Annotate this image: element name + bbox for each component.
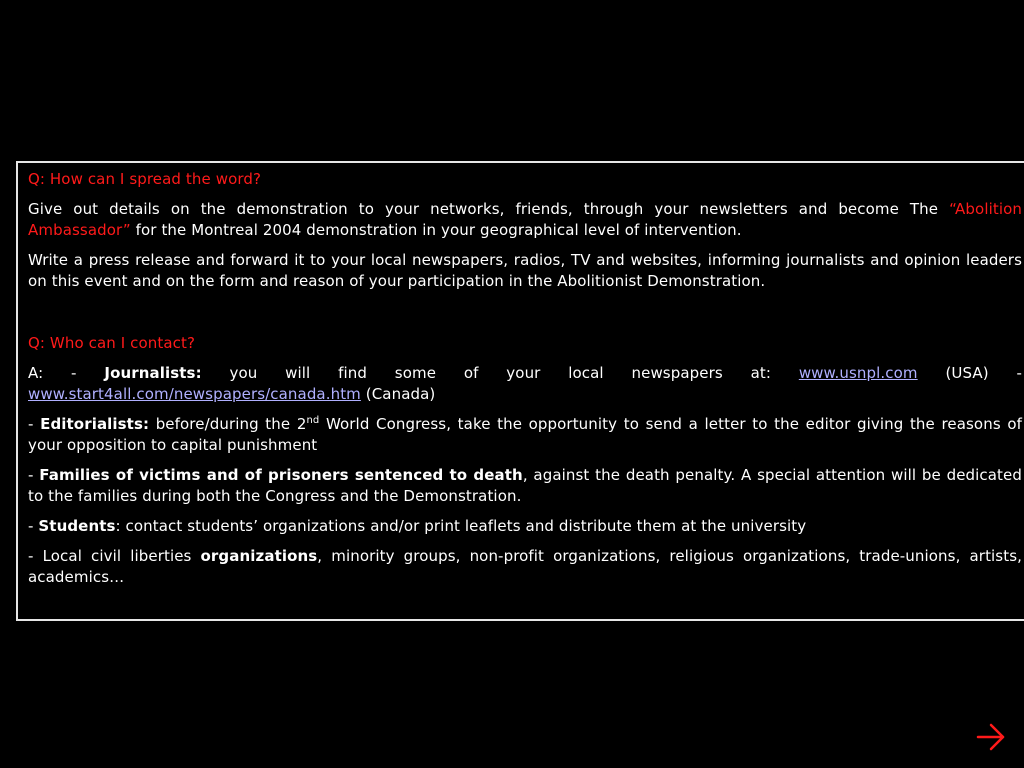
organizations-label: organizations (200, 547, 318, 565)
link-start4all[interactable]: www.start4all.com/newspapers/canada.htm (28, 385, 361, 403)
editorialists-label: Editorialists: (40, 415, 150, 433)
families-label: Families of victims and of prisoners sentenced to death (39, 466, 523, 484)
families-text: , against the death penalty. A special attention will be dedicated to the families during both the Congress and the Demonstration. (28, 466, 1022, 505)
students-label: Students (38, 517, 116, 535)
paragraph-press-release: Write a press release and forward it to your local newspapers, radios, TV and websites, informing journalists and opinion leaders on this event and on the form and reason of your participation in the Abolitionist Demonstration. (28, 251, 1022, 290)
question-who-contact: Q: Who can I contact? (28, 334, 196, 352)
ambassador-text-start: Give out details on the demonstration to your networks, friends, through your newsletters and become The (28, 200, 950, 218)
link-usnpl[interactable]: www.usnpl.com (798, 364, 918, 382)
content-box (16, 161, 1024, 621)
organizations-prefix: - Local civil liberties (28, 547, 201, 565)
question-spread-word: Q: How can I spread the word? (28, 170, 262, 188)
paragraph-ambassador (28, 199, 1022, 241)
ordinal-suffix: nd (306, 415, 320, 426)
canada-suffix: (Canada) (360, 385, 436, 403)
editorialists-text-end: World Congress, take the opportunity to send a letter to the editor giving the reasons of your opposition to capital punishment (28, 415, 1022, 454)
usa-suffix: (USA) - (917, 364, 1023, 382)
students-text: : contact students’ organizations and/or print leaflets and distribute them at the university (115, 517, 807, 535)
journalists-text: you will find some of your local newspapers at: (201, 364, 799, 382)
journalists-prefix: A: - (28, 364, 105, 382)
next-slide-button[interactable] (974, 720, 1008, 754)
arrow-right-icon (974, 720, 1008, 754)
item-families (28, 465, 1022, 507)
editorialists-prefix: - (28, 415, 41, 433)
section-spacer (28, 301, 1022, 333)
item-students (28, 516, 1022, 537)
students-prefix: - (28, 517, 39, 535)
organizations-text: , minority groups, non-profit organizations, religious organizations, trade-unions, artists, academics… (28, 547, 1022, 586)
families-prefix: - (28, 466, 40, 484)
ambassador-text-end: for the Montreal 2004 demonstration in your geographical level of intervention. (130, 221, 742, 239)
editorialists-text-start: before/during the 2 (149, 415, 307, 433)
ambassador-highlight: “Abolition Ambassador” (28, 200, 1022, 239)
item-editorialists (28, 414, 1022, 456)
journalists-label: Journalists: (104, 364, 202, 382)
item-organizations (28, 546, 1022, 588)
item-journalists (28, 363, 1022, 405)
